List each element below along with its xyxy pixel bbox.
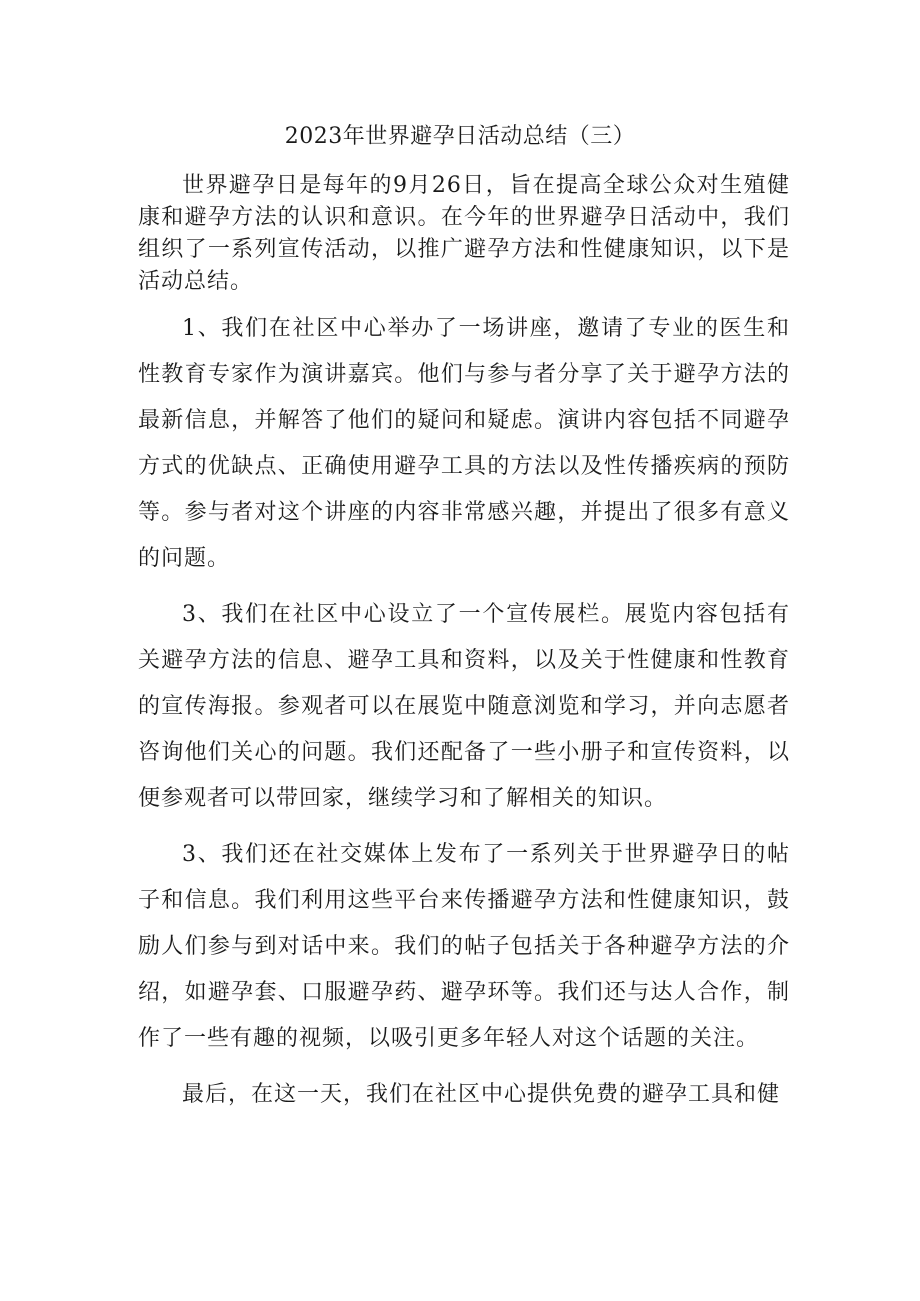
exhibition-paragraph: 3、我们在社区中心设立了一个宣传展栏。展览内容包括有关避孕方法的信息、避孕工具和资料，以及关于性健康和性教育的宣传海报。参观者可以在展览中随意浏览和学习，并向志愿者咨询他们关心的问题。我们还配备了一些小册子和宣传资料，以便参观者可以带回家，继续学习和了解相关的知识。 bbox=[138, 602, 790, 811]
intro-paragraph: 世界避孕日是每年的9月26日，旨在提高全球公众对生殖健康和避孕方法的认识和意识。在今年的世界避孕日活动中，我们组织了一系列宣传活动，以推广避孕方法和性健康知识，以下是活动总结。 bbox=[138, 173, 790, 294]
social-media-paragraph: 3、我们还在社交媒体上发布了一系列关于世界避孕日的帖子和信息。我们利用这些平台来传播避孕方法和性健康知识，鼓励人们参与到对话中来。我们的帖子包括关于各种避孕方法的介绍，如避孕套、口服避孕药、避孕环等。我们还与达人合作，制作了一些有趣的视频，以吸引更多年轻人对这个话题的关注。 bbox=[138, 842, 790, 1051]
document-title: 2023年世界避孕日活动总结（三） bbox=[284, 124, 636, 149]
closing-paragraph: 最后，在这一天，我们在社区中心提供免费的避孕工具和健 bbox=[182, 1082, 781, 1107]
lecture-paragraph: 1、我们在社区中心举办了一场讲座，邀请了专业的医生和性教育专家作为演讲嘉宾。他们与参与者分享了关于避孕方法的最新信息，并解答了他们的疑问和疑虑。演讲内容包括不同避孕方式的优缺点、正确使用避孕工具的方法以及性传播疾病的预防等。参与者对这个讲座的内容非常感兴趣，并提出了很多有意义的问题。 bbox=[138, 316, 790, 571]
